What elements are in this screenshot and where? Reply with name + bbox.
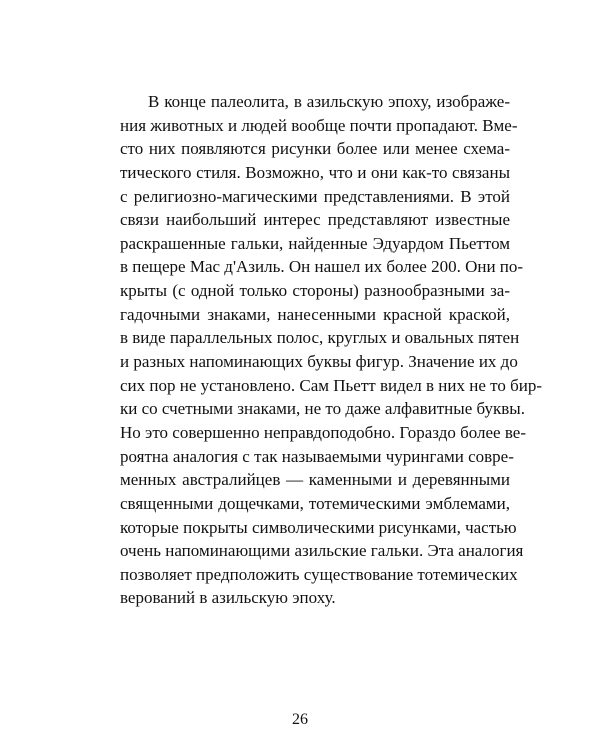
text-line: в виде параллельных полос, круглых и овальных пятен <box>120 328 520 348</box>
text-line: священными дощечками, тотемическими эмблемами, <box>120 493 510 513</box>
text-line: раскрашенные гальки, найденные Эдуардом Пьеттом <box>120 233 510 253</box>
text-line: роятна аналогия с так называемыми чурингами совре- <box>120 446 514 466</box>
text-line: Но это совершенно неправдоподобно. Гораздо более ве- <box>120 422 526 442</box>
text-line: верований в азильскую эпоху. <box>120 588 336 608</box>
text-line: менных австралийцев — каменными и деревянными <box>120 470 510 490</box>
body-paragraph <box>120 90 542 610</box>
text-line: ки со счетными знаками, не то даже алфавитные буквы. <box>120 399 525 419</box>
text-line: связи наибольший интерес представляют известные <box>120 210 510 230</box>
text-line: которые покрыты символическими рисунками, частью <box>120 517 517 537</box>
text-line: ния животных и людей вообще почти пропадают. Вме- <box>120 115 518 135</box>
text-line: позволяет предположить существование тотемических <box>120 564 518 584</box>
text-line: в пещере Мас д'Азиль. Он нашел их более 200. Они по- <box>120 257 524 277</box>
text-line: гадочными знаками, нанесенными красной краской, <box>120 304 510 324</box>
text-line: сто них появляются рисунки более или менее схема- <box>120 139 510 159</box>
text-line: с религиозно-магическими представлениями. В этой <box>120 186 510 206</box>
text-line: сих пор не установлено. Сам Пьетт видел в них не то бир- <box>120 375 542 395</box>
text-line: крыты (с одной только стороны) разнообразными за- <box>120 281 510 301</box>
text-line: и разных напоминающих буквы фигур. Значение их до <box>120 352 518 372</box>
text-line: В конце палеолита, в азильскую эпоху, изображе- <box>148 92 510 111</box>
text-line: тического стиля. Возможно, что и они как-то связаны <box>120 162 510 182</box>
page-number: 26 <box>292 711 308 728</box>
text-line: очень напоминающими азильские гальки. Эта аналогия <box>120 541 524 561</box>
